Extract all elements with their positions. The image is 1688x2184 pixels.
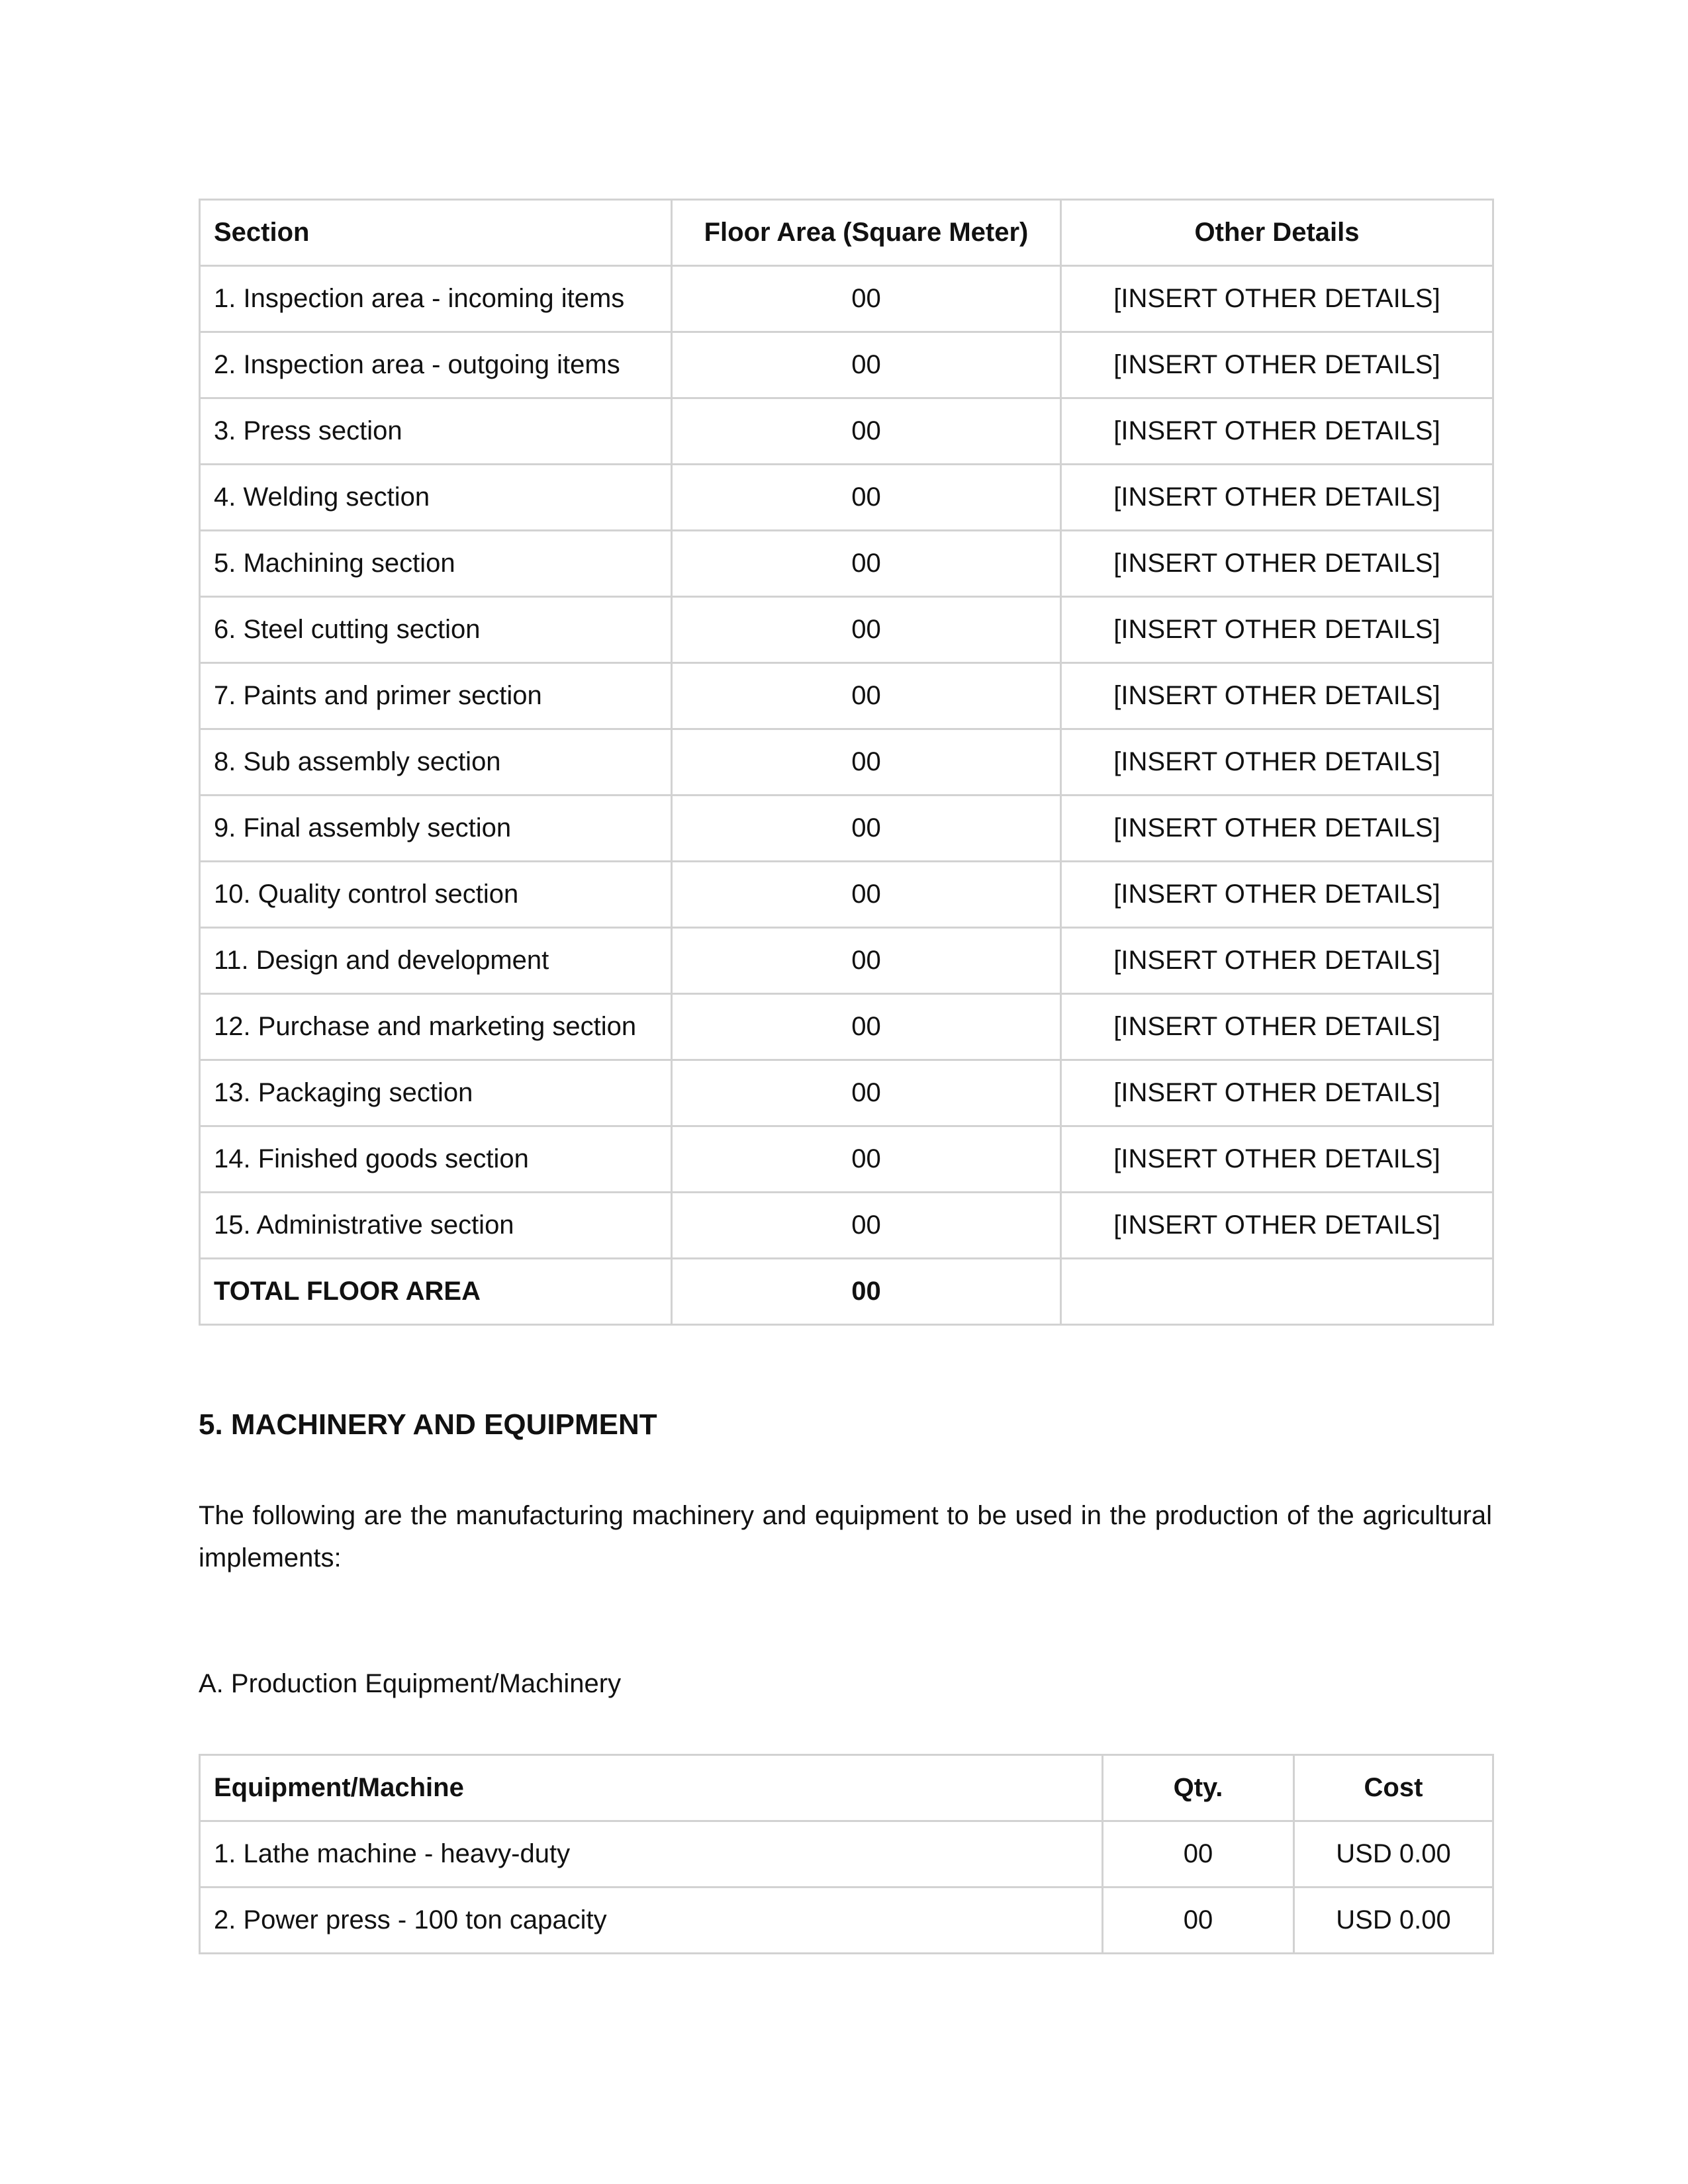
section-heading: 5. MACHINERY AND EQUIPMENT — [199, 1408, 657, 1441]
floor-area-cell: 00 — [672, 332, 1061, 398]
floor-area-cell: 00 — [672, 796, 1061, 862]
cost-cell: USD 0.00 — [1294, 1888, 1493, 1954]
intro-paragraph: The following are the manufacturing machinery and equipment to be used in the production of the agricultural implements: — [199, 1501, 1492, 1572]
equipment-table — [199, 1754, 1494, 1954]
section-cell: 2. Inspection area - outgoing items — [200, 332, 672, 398]
table-row — [200, 597, 1493, 663]
floor-area-cell: 00 — [672, 928, 1061, 994]
section-cell: 13. Packaging section — [200, 1060, 672, 1126]
table-header-row — [200, 1755, 1493, 1821]
total-other-details — [1061, 1259, 1493, 1325]
table-row — [200, 398, 1493, 465]
column-header-section: Section — [200, 200, 672, 266]
table-row — [200, 729, 1493, 796]
other-details-cell: [INSERT OTHER DETAILS] — [1061, 398, 1493, 465]
floor-area-cell: 00 — [672, 266, 1061, 332]
table-row — [200, 266, 1493, 332]
column-header-floor-area: Floor Area (Square Meter) — [672, 200, 1061, 266]
table-row — [200, 1888, 1493, 1954]
section-cell: 3. Press section — [200, 398, 672, 465]
total-row — [200, 1259, 1493, 1325]
section-cell: 4. Welding section — [200, 465, 672, 531]
floor-area-cell: 00 — [672, 994, 1061, 1060]
qty-cell: 00 — [1103, 1888, 1294, 1954]
floor-area-cell: 00 — [672, 1060, 1061, 1126]
section-cell: 10. Quality control section — [200, 862, 672, 928]
other-details-cell: [INSERT OTHER DETAILS] — [1061, 1060, 1493, 1126]
other-details-cell: [INSERT OTHER DETAILS] — [1061, 994, 1493, 1060]
qty-cell: 00 — [1103, 1821, 1294, 1888]
other-details-cell: [INSERT OTHER DETAILS] — [1061, 1193, 1493, 1259]
section-cell: 6. Steel cutting section — [200, 597, 672, 663]
section-cell: 11. Design and development — [200, 928, 672, 994]
table-row — [200, 862, 1493, 928]
table-row — [200, 1193, 1493, 1259]
other-details-cell: [INSERT OTHER DETAILS] — [1061, 862, 1493, 928]
section-cell: 1. Inspection area - incoming items — [200, 266, 672, 332]
column-header-qty: Qty. — [1103, 1755, 1294, 1821]
table-row — [200, 332, 1493, 398]
other-details-cell: [INSERT OTHER DETAILS] — [1061, 663, 1493, 729]
table-row — [200, 796, 1493, 862]
floor-area-cell: 00 — [672, 862, 1061, 928]
floor-area-cell: 00 — [672, 531, 1061, 597]
other-details-cell: [INSERT OTHER DETAILS] — [1061, 928, 1493, 994]
column-header-equipment: Equipment/Machine — [200, 1755, 1103, 1821]
section-cell: 12. Purchase and marketing section — [200, 994, 672, 1060]
table-row — [200, 1821, 1493, 1888]
other-details-cell: [INSERT OTHER DETAILS] — [1061, 1126, 1493, 1193]
table-row — [200, 928, 1493, 994]
column-header-other-details: Other Details — [1061, 200, 1493, 266]
total-floor-area: 00 — [672, 1259, 1061, 1325]
table-row — [200, 1060, 1493, 1126]
other-details-cell: [INSERT OTHER DETAILS] — [1061, 332, 1493, 398]
subsection-heading: A. Production Equipment/Machinery — [199, 1669, 622, 1698]
other-details-cell: [INSERT OTHER DETAILS] — [1061, 597, 1493, 663]
table-row — [200, 465, 1493, 531]
other-details-cell: [INSERT OTHER DETAILS] — [1061, 729, 1493, 796]
column-header-cost: Cost — [1294, 1755, 1493, 1821]
floor-area-cell: 00 — [672, 663, 1061, 729]
other-details-cell: [INSERT OTHER DETAILS] — [1061, 796, 1493, 862]
floor-area-cell: 00 — [672, 1193, 1061, 1259]
table-row — [200, 1126, 1493, 1193]
floor-area-table — [199, 199, 1494, 1326]
section-cell: 7. Paints and primer section — [200, 663, 672, 729]
floor-area-cell: 00 — [672, 465, 1061, 531]
table-row — [200, 663, 1493, 729]
equipment-cell: 1. Lathe machine - heavy-duty — [200, 1821, 1103, 1888]
section-cell: 14. Finished goods section — [200, 1126, 672, 1193]
cost-cell: USD 0.00 — [1294, 1821, 1493, 1888]
table-row — [200, 994, 1493, 1060]
table-row — [200, 531, 1493, 597]
floor-area-cell: 00 — [672, 729, 1061, 796]
total-label: TOTAL FLOOR AREA — [200, 1259, 672, 1325]
table-header-row — [200, 200, 1493, 266]
section-cell: 8. Sub assembly section — [200, 729, 672, 796]
floor-area-cell: 00 — [672, 597, 1061, 663]
other-details-cell: [INSERT OTHER DETAILS] — [1061, 531, 1493, 597]
other-details-cell: [INSERT OTHER DETAILS] — [1061, 266, 1493, 332]
equipment-cell: 2. Power press - 100 ton capacity — [200, 1888, 1103, 1954]
section-cell: 5. Machining section — [200, 531, 672, 597]
section-cell: 15. Administrative section — [200, 1193, 672, 1259]
section-cell: 9. Final assembly section — [200, 796, 672, 862]
floor-area-cell: 00 — [672, 398, 1061, 465]
other-details-cell: [INSERT OTHER DETAILS] — [1061, 465, 1493, 531]
floor-area-cell: 00 — [672, 1126, 1061, 1193]
